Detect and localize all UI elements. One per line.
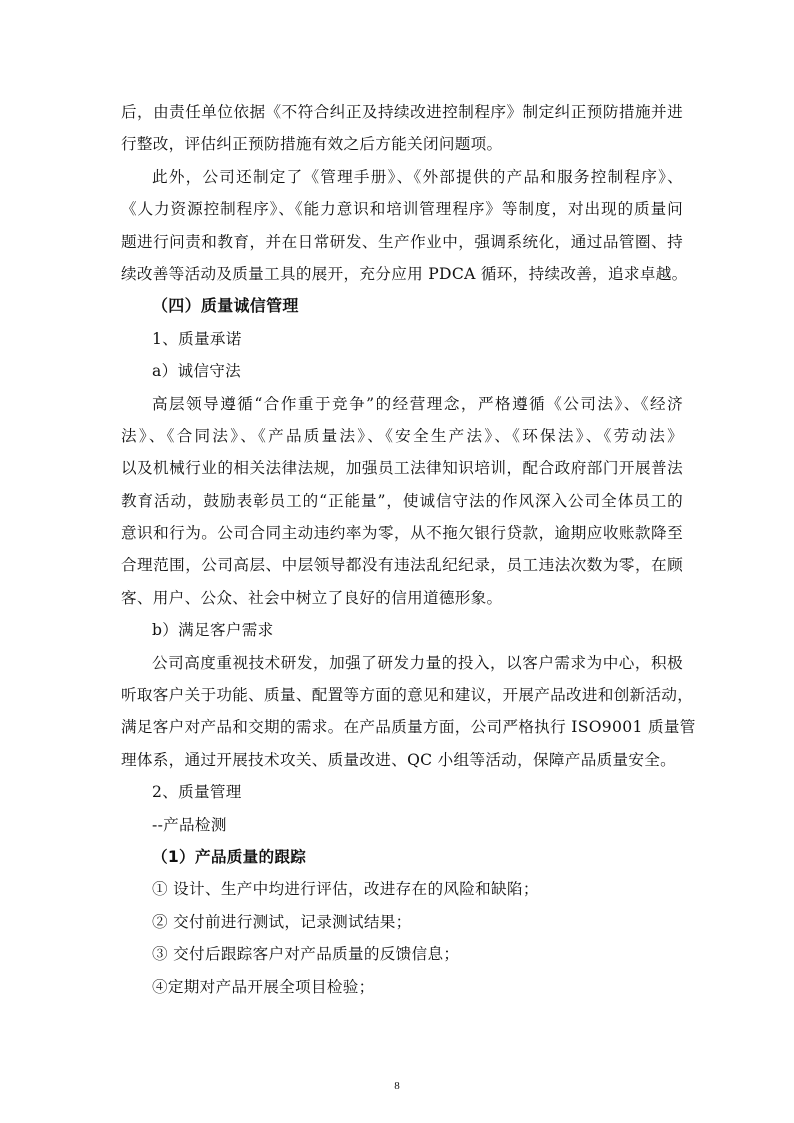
page-number: 8 <box>394 1080 400 1092</box>
subsection-heading: 1、质量承诺 <box>152 329 242 348</box>
paragraph-line: 续改善等活动及质量工具的展开，充分应用 PDCA 循环，持续改善，追求卓越。 <box>121 264 688 283</box>
paragraph-line: 以及机械行业的相关法律法规，加强员工法律知识培训，配合政府部门开展普法 <box>121 459 683 478</box>
paragraph-line: 满足客户对产品和交期的需求。在产品质量方面，公司严格执行 ISO9001 质量管 <box>121 718 696 737</box>
paragraph-line: 合理范围，公司高层、中层领导都没有违法乱纪纪录，员工违法次数为零，在顾 <box>121 556 683 575</box>
item-heading: b）满足客户需求 <box>152 621 274 640</box>
paragraph-line: 意识和行为。公司合同主动违约率为零，从不拖欠银行贷款，逾期应收账款降至 <box>121 524 683 543</box>
list-item: ③ 交付后跟踪客户对产品质量的反馈信息； <box>152 945 460 964</box>
paragraph-line: 行整改，评估纠正预防措施有效之后方能关闭问题项。 <box>121 135 503 154</box>
list-item: ② 交付前进行测试，记录测试结果； <box>152 912 412 931</box>
paragraph-line: 《人力资源控制程序》、《能力意识和培训管理程序》等制度，对出现的质量问 <box>121 200 683 219</box>
paragraph-line: 后，由责任单位依据《不符合纠正及持续改进控制程序》制定纠正预防措施并进 <box>121 103 683 121</box>
paragraph-line: 公司高度重视技术研发，加强了研发力量的投入，以客户需求为中心，积极 <box>152 653 683 672</box>
paragraph-line: 此外，公司还制定了《管理手册》、《外部提供的产品和服务控制程序》、 <box>152 167 683 186</box>
paragraph-line: 题进行问责和教育，并在日常研发、生产作业中，强调系统化，通过品管圈、持 <box>121 232 683 251</box>
paragraph-line: 理体系，通过开展技术攻关、质量改进、QC 小组等活动，保障产品质量安全。 <box>121 750 677 769</box>
bold-heading: （1）产品质量的跟踪 <box>152 847 307 866</box>
page-body <box>121 96 696 1003</box>
paragraph-line: 客、用户、公众、社会中树立了良好的信用道德形象。 <box>121 588 503 607</box>
paragraph-line: 听取客户关于功能、质量、配置等方面的意见和建议，开展产品改进和创新活动， <box>121 686 694 705</box>
item-heading: a）诚信守法 <box>152 362 242 381</box>
list-item: ① 设计、生产中均进行评估，改进存在的风险和缺陷； <box>152 880 539 899</box>
section-heading: （四）质量诚信管理 <box>152 296 299 316</box>
list-item: ④定期对产品开展全项目检验； <box>152 977 375 996</box>
subsection-heading: 2、质量管理 <box>152 783 242 802</box>
paragraph-line: 高层领导遵循“合作重于竞争”的经营理念，严格遵循《公司法》、《经济 <box>152 394 683 413</box>
paragraph-line: 教育活动，鼓励表彰员工的“正能量”，使诚信守法的作风深入公司全体员工的 <box>121 491 683 510</box>
paragraph-line: 法》、《合同法》、《产品质量法》、《安全生产法》、《环保法》、《劳动法》 <box>121 426 683 445</box>
item-heading: --产品检测 <box>152 815 227 834</box>
